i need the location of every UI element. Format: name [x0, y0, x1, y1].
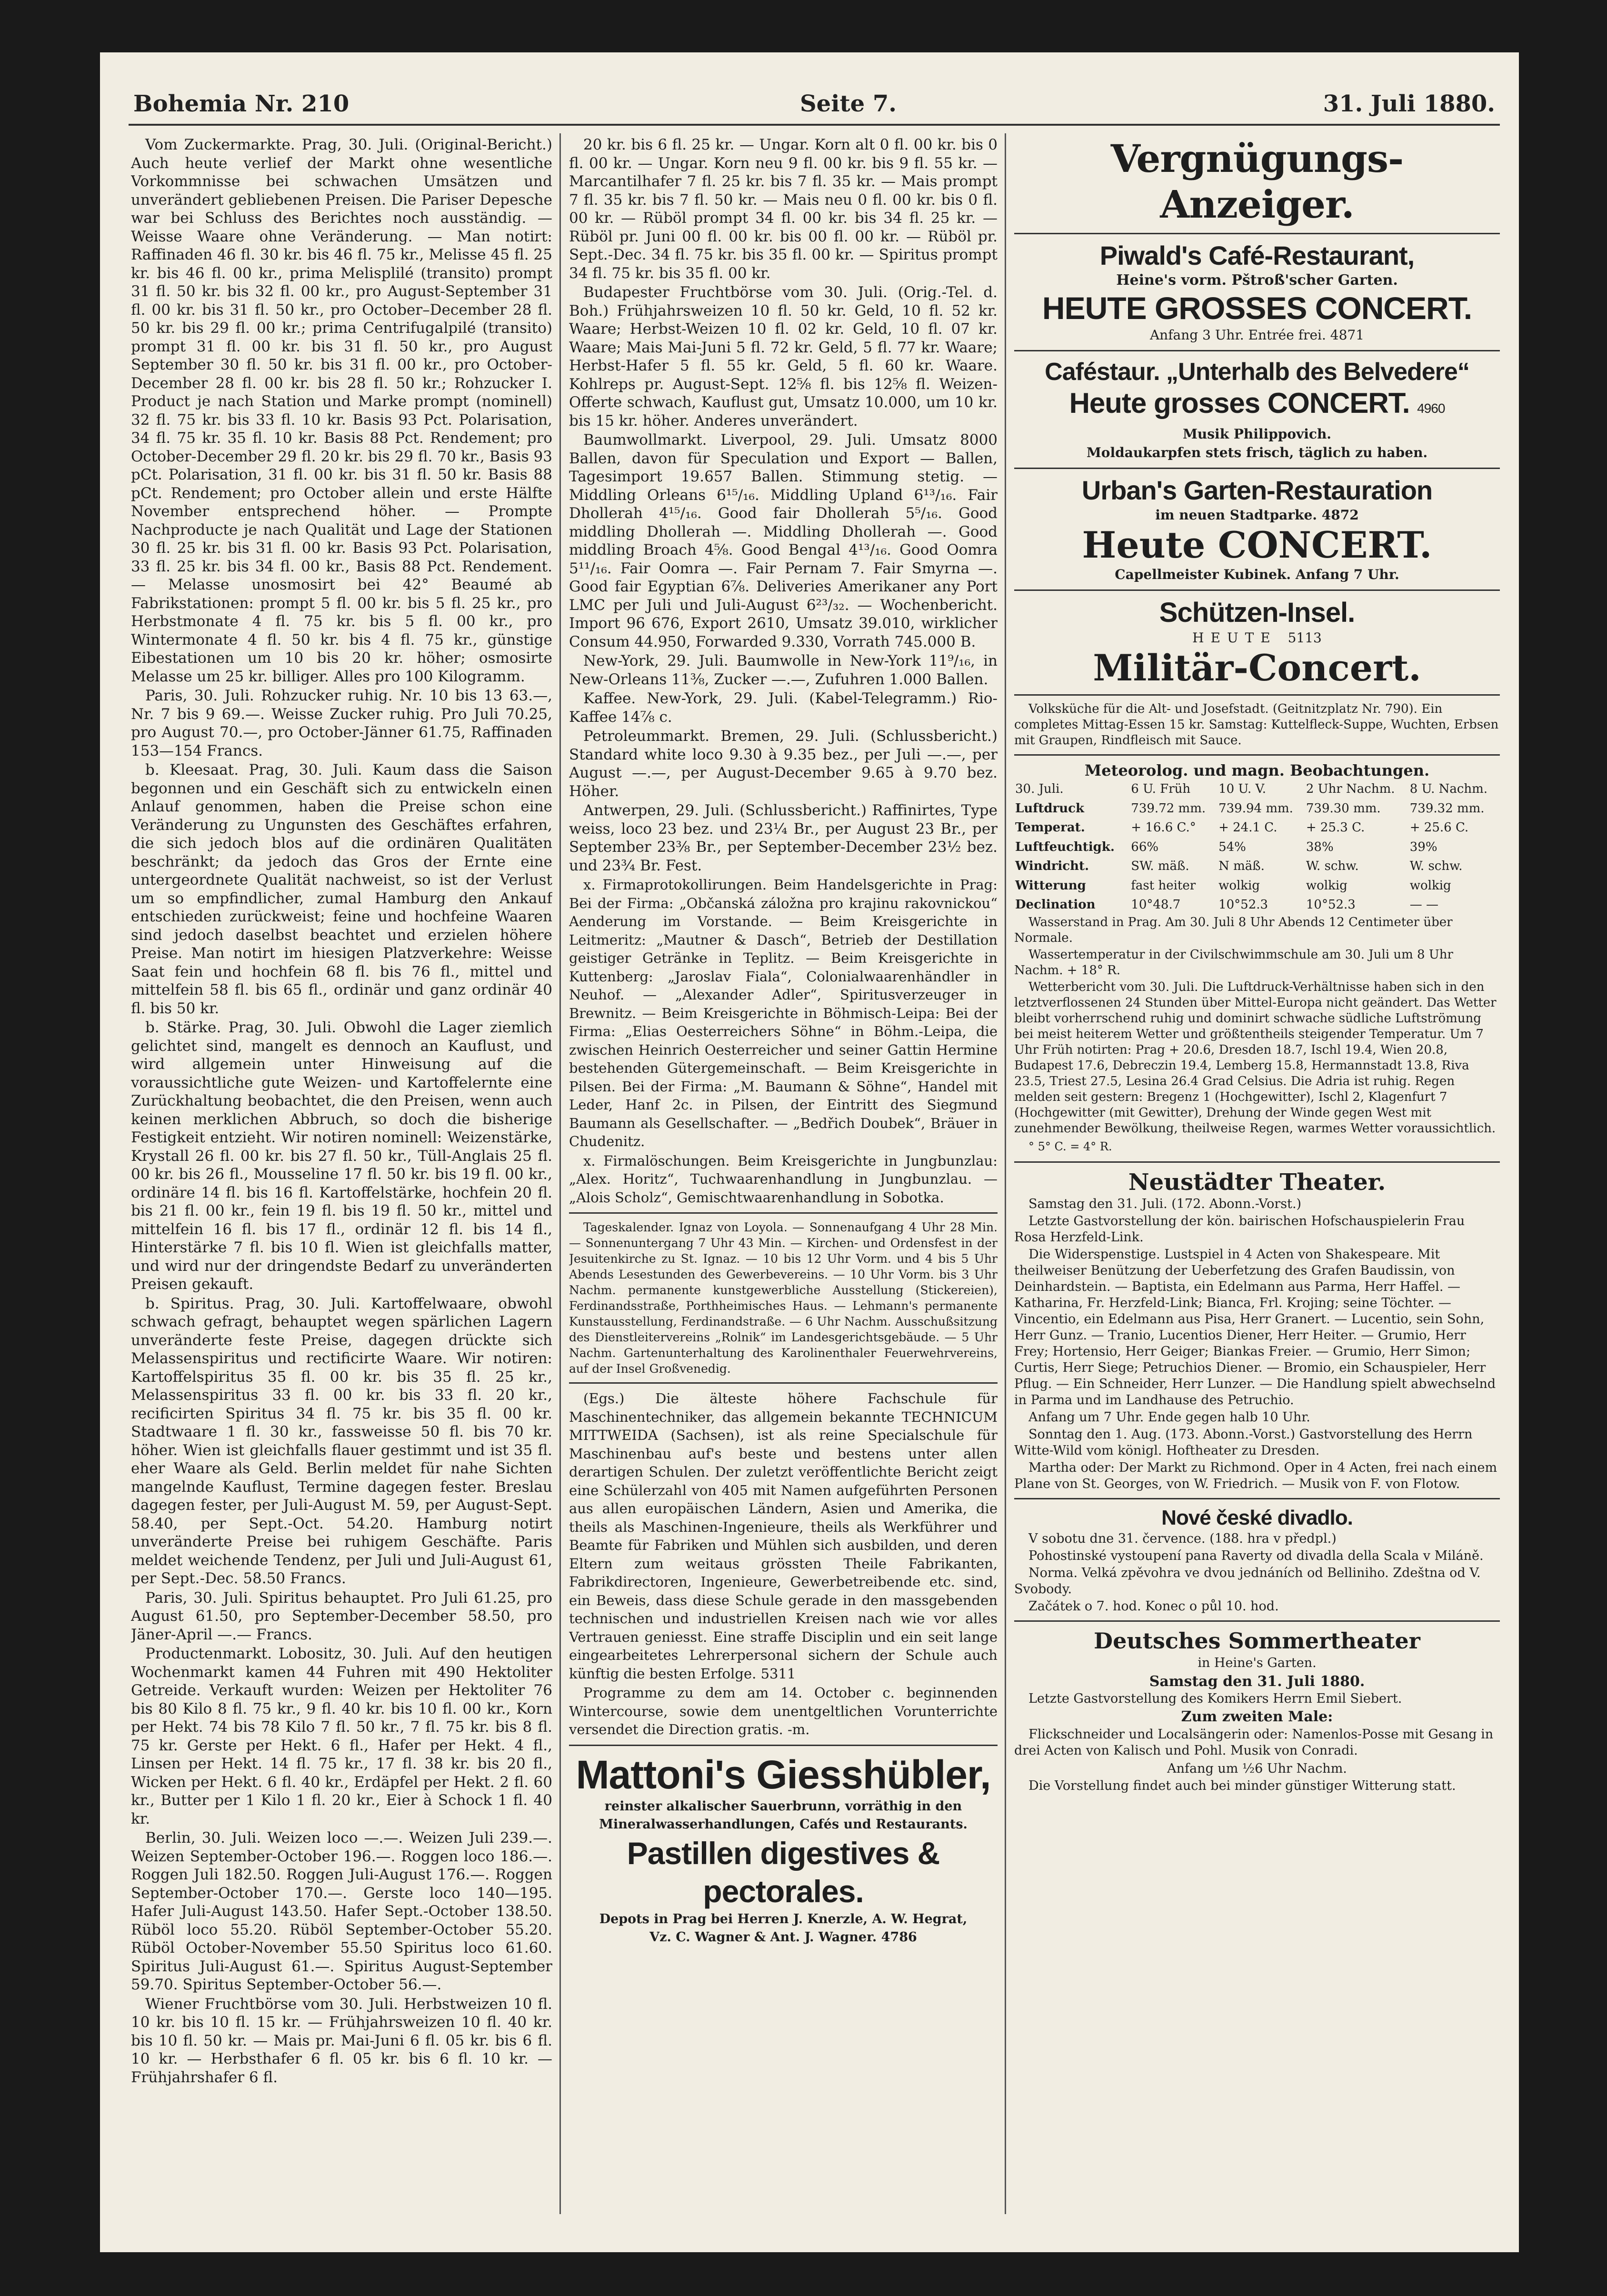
- school-notice-2: Programme zu dem am 14. October c. beginnenden Wintercourse, sowie dem unentgeltlichen Vorunterrichte versendet die Direction gratis. -m.: [569, 1685, 998, 1737]
- table-cell: fast heiter: [1131, 878, 1196, 893]
- market-report: Petroleummarkt. Bremen, 29. Juli. (Schlussbericht.) Standard white loco 9.30 à 9.35 bez., per Juli —.—, per August —.—, per August-December 9.65 à 9.70 bez. Höher.: [569, 728, 998, 800]
- urban-name: Urban's Garten-Restauration: [1081, 475, 1433, 505]
- firm-registrations: x. Firmaprotokollirungen. Beim Handelsgerichte in Prag: Bei der Firma: „Občanská záložna pro krajinu rakovnickou“ Aenderung im Vorstande. — Beim Kreisgerichte in Leitmeritz: „Mautner & Dasch“, Betrieb der Destillation geistiger Getränke in Teplitz. — Beim Kreisgerichte in Kuttenberg: „Jaroslav Fiala“, Colonialwaarenhändler in Neuhof. — „Alexander Adler“, Spiritusverzeuger in Brewnitz. — Beim Kreisgerichte in Böhmisch-Leipa: Bei der Firma: „Elias Oesterreichers Söhne“ in Böhm.-Leipa, die zwischen Heinrich Oesterreicher und seiner Gattin Hermine bestehenden Gütergemeinschaft. — Beim Kreisgerichte in Pilsen. Bei der Firma: „M. Baumann & Söhne“, Handel mit Leder, Hanf 2c. in Pilsen, der Eintritt des Siegmund Baumann als Gesellschafter. — „Bedřich Doubek“, Bräuer in Chudenitz.: [569, 877, 998, 1149]
- table-row: [1014, 779, 1500, 799]
- table-cell: wolkig: [1409, 878, 1451, 893]
- schuetzen-heute: HEUTE: [1192, 630, 1277, 646]
- divider: [1014, 350, 1500, 351]
- nove-title: Nové české divadlo.: [1161, 1506, 1353, 1529]
- sommer-play: Flickschneider und Localsängerin oder: Namenlos-Posse mit Gesang in drei Acten von Kalisch und Pohl. Musik von Conradi.: [1014, 1727, 1494, 1758]
- newspaper-page: [100, 52, 1519, 2252]
- urban-info: Capellmeister Kubinek. Anfang 7 Uhr.: [1115, 566, 1399, 582]
- column-markets-2: [569, 136, 998, 2214]
- table-row: [1014, 799, 1500, 819]
- table-cell: 6 U. Früh: [1131, 782, 1191, 796]
- table-cell: Witterung: [1015, 878, 1086, 893]
- urban-sub: im neuen Stadtparke. 4872: [1155, 507, 1359, 523]
- neustadt-date: Samstag den 31. Juli. (172. Abonn.-Vorst.): [1028, 1197, 1302, 1211]
- nove-date: V sobotu dne 31. července. (188. hra v předpl.): [1028, 1531, 1337, 1546]
- market-report: b. Kleesaat. Prag, 30. Juli. Kaum dass die Saison begonnen und ein Geschäft sich zu entwickeln einen Anlauf genommen, haben die Preise schon eine Veränderung zu Ungunsten des Geschäftes erfahren, die sich jedoch blos auf die ordinären Qualitäten beschränkt; da jedoch das Gros der Ernte eine untergeordnete Qualität nachweist, so ist der Verlust um so empfindlicher, zumal Hamburg den Ankauf entschieden zurückweist; feine und hochfeine Waaren sind jedoch daselbst beachtet und erzielen höhere Preise. Man notirt im hiesigen Platzverkehre: Weisse Saat fein und hochfein 68 fl. bis 76 fl., mittel und mittelfein 58 fl. bis 65 fl., ordinär und ganz ordinär 40 fl. bis 50 kr.: [131, 761, 552, 1017]
- column-divider: [559, 133, 561, 2214]
- market-report: Baumwollmarkt. Liverpool, 29. Juli. Umsatz 8000 Ballen, davon für Speculation und Export — Ballen, Tagesimport 19.657 Ballen. Stimmung stetig. — Middling Orleans 6¹⁵/₁₆. Middling Upland 6¹³/₁₆. Fair Dhollerah 4¹⁵/₁₆. Good fair Dhollerah 5⁵/₁₆. Good middling Dhollerah —. Middling Dhollerah —. Good middling Broach 4⅝. Good Bengal 4¹³/₁₆. Good Oomra 5¹¹/₁₆. Fair Oomra —. Fair Pernam 7. Fair Smyrna —. Good fair Egyptian 6⅞. Deliveries Amerikaner any Port LMC per Juli und Juli-August 6²³/₃₂. — Wochenbericht. Import 96 676, Export 2610, Umsatz 39.010, wirklicher Consum 44.950, Forwarded 9.330, Vorrath 745.000 B.: [569, 431, 998, 650]
- water-level: Wasserstand in Prag. Am 30. Juli 8 Uhr Abends 12 Centimeter über Normale.: [1014, 915, 1453, 945]
- weather-report: Wetterbericht vom 30. Juli. Die Luftdruck-Verhältnisse haben sich in den letztverflossenen 24 Stunden über Mittel-Europa nicht geändert. Das Wetter bleibt vorherrschend ruhig und dominirt schwache südliche Luftströmung bei meist heiterem Wetter und größtentheils steigender Temperatur. Um 7 Uhr Früh notirten: Prag + 20.6, Dresden 18.7, Ischl 19.4, Wien 20.8, Budapest 17.6, Debreczin 19.4, Lemberg 15.8, Hermannstadt 13.8, Riva 23.5, Triest 27.5, Lesina 26.4 Grad Celsius. Die Adria ist ruhig. Regen melden seit gestern: Bregenz 1 (Hochgewitter), Ischl 2, Klagenfurt 7 (Hochgewitter (mit Gewitter), Drehung der Winde gegen West mit zunehmender Bewölkung, theilweise Regen, warmes Wetter voraussichtlich.: [1014, 979, 1497, 1136]
- divider: [1014, 468, 1500, 469]
- market-report: Productenmarkt. Lobositz, 30. Juli. Auf den heutigen Wochenmarkt kamen 44 Fuhren mit 490 Hektoliter Getreide. Verkauft wurden: Weizen per Hektoliter 76 bis 80 Kilo 8 fl. 75 kr., 9 fl. 40 kr. bis 10 fl. 00 kr., Korn per Hekt. 74 bis 78 Kilo 7 fl. 50 kr., 7 fl. 75 kr. bis 8 fl. 75 kr. Gerste per Hekt. 6 fl., Hafer per Hekt. 4 fl., Linsen per Hekt. 14 fl. 75 kr., 17 fl. 38 kr. bis 20 fl., Wicken per Hekt. 6 fl. 40 kr., Erdäpfel per Hekt. 2 fl. 60 kr., Butter per 1 Kilo 1 fl. 20 kr., Eier à Schock 1 fl. 40 kr.: [131, 1645, 552, 1827]
- neustadt-play: Die Widerspenstige. Lustspiel in 4 Acten von Shakespeare. Mit theilweiser Benützung der Ueberfetzung des Grafen Baudissin, von Deinhardstein. — Baptista, ein Edelmann aus Parma, Herr Haffel. — Katharina, Fr. Herzfeld-Link; Bianca, Frl. Krojing; seine Töchter. — Vincentio, ein Edelmann aus Pisa, Herr Granert. — Lucentio, sein Sohn, Herr Gunz. — Tranio, Lucentios Diener, Herr Heiter. — Grumio, Herr Frey; Hortensio, Herr Geiger; Biankas Freier. — Grumio, Herr Simon; Curtis, Herr Siege; Petruchios Diener. — Bromio, ein Schauspieler, Herr Pflug. — Ein Schneider, Herr Lunzer. — Die Handlung spielt abwechselnd in Parma und im Landhause des Petruchio.: [1014, 1247, 1496, 1408]
- table-cell: SW. mäß.: [1131, 859, 1189, 873]
- table-cell: wolkig: [1306, 878, 1347, 893]
- belvedere-concert-text: Heute grosses CONCERT.: [1069, 387, 1410, 419]
- table-row: [1014, 857, 1500, 876]
- table-cell: W. schw.: [1409, 859, 1463, 873]
- table-cell: 8 U. Nachm.: [1409, 782, 1488, 796]
- market-report: 20 kr. bis 6 fl. 25 kr. — Ungar. Korn alt 0 fl. 00 kr. bis 0 fl. 00 kr. — Ungar. Korn neu 9 fl. 00 kr. bis 9 fl. 55 kr. — Marcantilhafer 7 fl. 25 kr. bis 7 fl. 35 kr. — Mais prompt 7 fl. 35 kr. bis 7 fl. 50 kr. — Mais neu 0 fl. 00 kr. bis 0 fl. 00 kr. — Rüböl prompt 34 fl. 00 kr. bis 34 fl. 25 kr. — Rüböl pr. Juni 00 fl. 00 kr. bis 00 fl. 00 kr. — Rüböl pr. Sept.-Dec. 34 fl. 75 kr. bis 35 fl. 00 kr. — Spiritus prompt 34 fl. 75 kr. bis 35 fl. 00 kr.: [569, 136, 998, 282]
- divider: [569, 1382, 998, 1384]
- market-report: Antwerpen, 29. Juli. (Schlussbericht.) Raffinirtes, Type weiss, loco 23 bez. und 23¼ Br., per August 23 Br., per September 23⅜ Br., per September-December 23½ bez. und 23¾ Br. Fest.: [569, 802, 998, 874]
- sommer-title: Deutsches Sommertheater: [1094, 1628, 1420, 1654]
- market-report: Wiener Fruchtbörse vom 30. Juli. Herbstweizen 10 fl. 10 kr. bis 10 fl. 15 kr. — Frühjahrsweizen 10 fl. 40 kr. bis 10 fl. 50 kr. — Mais pr. Mai-Juni 6 fl. 05 kr. bis 6 fl. 10 kr. — Herbsthafer 6 fl. 05 kr. bis 6 fl. 10 kr. — Frühjahrshafer 6 fl.: [131, 1995, 552, 2086]
- mattoni-ad: [569, 1752, 998, 1947]
- table-cell: 739.30 mm.: [1306, 801, 1381, 816]
- water-temperature: Wassertemperatur in der Civilschwimmschule am 30. Juli um 8 Uhr Nachm. + 18° R.: [1014, 947, 1453, 978]
- market-report: Paris, 30. Juli. Rohzucker ruhig. Nr. 10 bis 13 63.—, Nr. 7 bis 9 69.—. Weisse Zucker ruhig. Pro Juli 70.25, pro August 70.—, pro October-Jänner 61.75, Raffinaden 153—154 Francs.: [131, 687, 552, 759]
- sommer-date: Samstag den 31. Juli 1880.: [1149, 1673, 1365, 1690]
- table-cell: Luftdruck: [1015, 801, 1085, 816]
- volkskueche: Volksküche für die Alt- und Josefstadt. (Geitnitzplatz Nr. 790). Ein completes Mittag-Essen 15 kr. Samstag: Kuttelfleck-Suppe, Wuchten, Erbsen mit Graupen, Rindfleisch mit Sauce.: [1014, 701, 1499, 748]
- belvedere-concert: [1014, 387, 1500, 425]
- table-cell: Luftfeuchtigk.: [1015, 839, 1115, 854]
- market-report: b. Spiritus. Prag, 30. Juli. Kartoffelwaare, obwohl schwach gefragt, behauptet wegen spärlichen Lagern unveränderte feste Preise, dagegen drückte sich Melassenspiritus und rectificirte Waare. Wir notiren: Kartoffelspiritus 35 fl. 00 kr. bis 35 fl. 25 kr., Melassenspiritus 33 fl. 00 kr. bis 33 fl. 20 kr., recificirten Spiritus 34 fl. 75 kr. bis 35 fl. 00 kr. Stadtwaare 1 fl. 30 kr., fassweisse 50 fl. bis 70 kr. höher. Wien ist gleichfalls flauer gestimmt und ist 35 fl. eher Waare als Geld. Berlin meldet für nahe Sichten mangelnde Kauflust, Termine dagegen fester. Breslau dagegen fester, per Juli-August M. 59, per August-Sept. 58.40, per Sept.-Oct. 54.20. Hamburg notirt unveränderte Preise bei ruhigem Geschäfte. Paris meldet weichende Tendenz, per Juli und Juli-August 61, per Sept.-Dec. 58.50 Francs.: [131, 1295, 552, 1587]
- table-cell: + 25.3 C.: [1306, 820, 1365, 835]
- table-row: [1014, 895, 1500, 915]
- mattoni-title-2: Pastillen digestives & pectorales.: [627, 1835, 940, 1909]
- column-markets-1: [131, 136, 552, 2214]
- table-cell: N mäß.: [1218, 859, 1265, 873]
- schuetzen-number: 5113: [1288, 630, 1322, 646]
- table-cell: 10°52.3: [1218, 898, 1268, 912]
- table-cell: 739.94 mm.: [1218, 801, 1293, 816]
- market-report: Berlin, 30. Juli. Weizen loco —.—. Weizen Juli 239.—. Weizen September-October 196.—. Roggen loco 186.—. Roggen Juli 182.50. Roggen Juli-August 176.—. Roggen September-October 170.—. Gerste loco 140—195. Hafer Juli-August 143.50. Hafer Sept.-October 138.50. Rüböl loco 55.20. Rüböl September-October 55.20. Rüböl October-November 55.50 Spiritus loco 61.60. Spiritus Juli-August 61.—. Spiritus August-September 59.70. Spiritus September-October 56.—.: [131, 1829, 552, 1993]
- divider: [1014, 694, 1500, 696]
- temperature-footnote: ° 5° C. = 4° R.: [1028, 1139, 1112, 1153]
- schuetzen-concert: Militär-Concert.: [1093, 646, 1421, 689]
- mattoni-depots-2: Vz. C. Wagner & Ant. J. Wagner. 4786: [649, 1930, 917, 1945]
- divider: [1014, 233, 1500, 234]
- neustadt-title: Neustädter Theater.: [1128, 1169, 1386, 1196]
- sommer-second: Zum zweiten Male:: [1181, 1708, 1333, 1725]
- neustadt-sunday: Sonntag den 1. Aug. (173. Abonn.-Vorst.) Gastvorstellung des Herrn Witte-Wild vom königl. Hoftheater zu Dresden.: [1014, 1427, 1473, 1458]
- neustadt-guest: Letzte Gastvorstellung der kön. bairischen Hofschauspielerin Frau Rosa Herzfeld-Link.: [1014, 1214, 1465, 1245]
- divider: [1014, 1620, 1500, 1622]
- belvedere-music: Musik Philippovich.: [1182, 426, 1332, 442]
- table-cell: 2 Uhr Nachm.: [1306, 782, 1395, 796]
- market-report: b. Stärke. Prag, 30. Juli. Obwohl die Lager ziemlich gelichtet sind, mangelt es dennoch an Kauflust, und wird allgemein unter Hinweisung auf die voraussichtliche gute Weizen- und Kartoffelernte eine Zurückhaltung beobachtet, die den Preisen, wenn auch keinen merklichen Abbruch, so doch die bisherige Festigkeit entzieht. Wir notiren nominell: Weizenstärke, Krystall 26 fl. 00 kr. bis 27 fl. 50 kr., Tüll-Anglais 25 fl. 00 kr. bis 26 fl., Mousseline 17 fl. 50 kr. bis 19 fl. 00 kr., ordinäre 14 fl. bis 16 fl. Kartoffelstärke, hochfein 20 fl. bis 21 fl. 00 kr., fein 19 fl. bis 19 fl. 50 kr., mittel und mittelfein 16 fl. bis 17 fl., ordinär 12 fl. bis 14 fl., Hinterstärke 7 fl. bis 10 fl. Wien ist gleichfalls matter, und wird nur der dringendste Bedarf zu unveränderten Preisen gekauft.: [131, 1019, 552, 1293]
- section-title: Vergnügungs-Anzeiger.: [1110, 136, 1404, 227]
- table-row: [1014, 876, 1500, 896]
- table-cell: W. schw.: [1306, 859, 1359, 873]
- table-cell: 54%: [1218, 839, 1246, 854]
- table-cell: 10°48.7: [1131, 898, 1181, 912]
- schuetzen-heute-line: [1014, 629, 1500, 648]
- market-report: Budapester Fruchtbörse vom 30. Juli. (Orig.-Tel. d. Boh.) Frühjahrsweizen 10 fl. 50 kr. Geld, 10 fl. 52 kr. Waare; Herbst-Weizen 10 fl. 02 kr. Geld, 10 fl. 07 kr. Waare; Mais Mai-Juni 5 fl. 72 kr. Geld, 5 fl. 77 kr. Waare; Herbst-Hafer 5 fl. 55 kr. Geld, 5 fl. 60 kr. Waare. Kohlreps pr. August-Sept. 12⅝ fl. bis 12⅝ fl. Weizen-Offerte schwach, Kauflust gut, Umsatz 10.000, um 10 kr. bis 15 kr. höher. Anderes unverändert.: [569, 284, 998, 429]
- market-report: Paris, 30. Juli. Spiritus behauptet. Pro Juli 61.25, pro August 61.50, pro September-December 58.50, pro Jäner-April —.— Francs.: [131, 1589, 552, 1643]
- firm-deletions: x. Firmalöschungen. Beim Kreisgerichte in Jungbunzlau: „Alex. Horitz“, Tuchwaarenhandlung in Jungbunzlau. — „Alois Scholz“, Gemischtwaarenhandlung in Sobotka.: [569, 1152, 998, 1206]
- belvedere-name: Caféstaur. „Unterhalb des Belvedere“: [1045, 358, 1469, 386]
- table-row: [1014, 818, 1500, 838]
- piwald-info: Anfang 3 Uhr. Entrée frei. 4871: [1149, 327, 1365, 343]
- sommer-guest: Letzte Gastvorstellung des Komikers Herrn Emil Siebert.: [1028, 1691, 1402, 1706]
- column-divider: [1005, 133, 1006, 2214]
- table-cell: 39%: [1409, 839, 1437, 854]
- market-report: Vom Zuckermarkte. Prag, 30. Juli. (Original-Bericht.) Auch heute verlief der Markt ohne wesentliche Vorkommnisse bei schwachen Umsätzen und unverändert gebliebenen Preisen. Die Pariser Depesche war bei Schluss des Berichtes noch ausständig. — Weisse Waare ohne Veränderung. — Man notirt: Raffinaden 46 fl. 30 kr. bis 46 fl. 75 kr., Melisse 45 fl. 25 kr. bis 46 fl. 00 kr., prima Melisplilé (transito) prompt 31 fl. 50 kr. bis 32 fl. 00 kr., pro August-September 31 fl. 00 kr. bis 31 fl. 50 kr., pro October–December 28 fl. 50 kr. bis 29 fl. 00 kr.; prima Centrifugalpilé (transito) prompt 31 fl. 00 kr. bis 31 fl. 50 kr., pro August September 30 fl. 50 kr. bis 31 fl. 00 kr., pro October-December 28 fl. 00 kr. bis 28 fl. 50 kr.; Rohzucker I. Product je nach Station und Marke prompt (nominell) 32 fl. 75 kr. bis 33 fl. 10 kr. Basis 93 Pct. Polarisation, 34 fl. 75 kr. 35 fl. 10 kr. Basis 88 Pct. Rendement; pro October-December 29 fl. 20 kr. bis 29 fl. 70 kr., Basis 93 pCt. Polarisation, 31 fl. 00 kr. bis 31 fl. 50 kr. Basis 88 pCt. Rendement; pro October allein und erste Hälfte November entsprechend höher. — Prompte Nachproducte je nach Qualität und Lage der Stationen 30 fl. 25 kr. bis 31 fl. 00 kr. Basis 93 Pct. Polarisation, 33 fl. 25 kr. bis 34 fl. 00 kr., Basis 88 Pct. Rendement. — Melasse unosmosirt bei 42° Beaumé ab Fabrikstationen: prompt 5 fl. 00 kr. bis 5 fl. 25 kr., pro Herbstmonate 4 fl. 75 kr. bis 5 fl. 00 kr., pro Wintermonate 4 fl. 50 kr. bis 4 fl. 75 kr., günstige Eibestationen um 10 bis 20 kr. höher; osmosirte Melasse um 25 kr. billiger. Alles pro 100 Kilogramm.: [131, 136, 552, 685]
- meteo-table: [1014, 779, 1500, 915]
- table-cell: 739.72 mm.: [1131, 801, 1206, 816]
- mattoni-title: Mattoni's Giesshübler,: [576, 1752, 991, 1797]
- urban-concert: Heute CONCERT.: [1082, 523, 1432, 566]
- table-cell: + 25.6 C.: [1409, 820, 1469, 835]
- divider: [1014, 1161, 1500, 1163]
- divider: [569, 1745, 998, 1746]
- table-cell: 10°52.3: [1306, 898, 1356, 912]
- table-cell: + 16.6 C.°: [1131, 820, 1196, 835]
- neustadt-opera: Martha oder: Der Markt zu Richmond. Oper in 4 Acten, frei nach einem Plane von St. Georges, von W. Friedrich. — Musik von F. von Flotow.: [1014, 1460, 1497, 1491]
- table-cell: wolkig: [1218, 878, 1260, 893]
- belvedere-fish: Moldaukarpfen stets frisch, täglich zu haben.: [1086, 444, 1428, 460]
- column-entertainment: [1014, 136, 1500, 2214]
- day-calendar: Tageskalender. Ignaz von Loyola. — Sonnenaufgang 4 Uhr 28 Min. — Sonnenuntergang 7 Uhr 43 Min. — Kirchen- und Ordensfest in der Jesuitenkirche zu St. Ignaz. — 10 bis 12 Uhr Vorm. und 4 bis 5 Uhr Abends Lesestunden des Gewerbevereins. — 10 Uhr Vorm. bis 3 Uhr Nachm. permanente kunstgewerbliche Ausstellung (Stickereien), Ferdinandsstraße, Porthheimisches Haus. — Lehmann's permanente Kunstausstellung, Ferdinandstraße. — 6 Uhr Nachm. Ausschußsitzung des Dienstleitervereins „Rolnik“ im Landesgerichtsgebäude. — 5 Uhr Nachm. Gartenunterhaltung des Karolinenthaler Feuerwehrvereins, auf der Insel Großvenedig.: [569, 1220, 998, 1376]
- nove-guest: Pohostinské vystoupení pana Raverty od divadla della Scala v Miláně.: [1028, 1548, 1484, 1563]
- meteo-title: Meteorolog. und magn. Beobachtungen.: [1084, 761, 1430, 779]
- market-report: Kaffee. New-York, 29. Juli. (Kabel-Telegramm.) Rio-Kaffee 14⅞ c.: [569, 690, 998, 726]
- table-cell: + 24.1 C.: [1218, 820, 1278, 835]
- header-date: 31. Juli 1880.: [1323, 90, 1495, 117]
- neustadt-times: Anfang um 7 Uhr. Ende gegen halb 10 Uhr.: [1028, 1410, 1310, 1425]
- mattoni-depots: Depots in Prag bei Herren J. Knerzle, A. W. Hegrat,: [599, 1911, 968, 1927]
- divider: [1014, 1498, 1500, 1499]
- schuetzen-name: Schützen-Insel.: [1159, 597, 1355, 628]
- header-issue: Bohemia Nr. 210: [133, 90, 349, 117]
- table-cell: 38%: [1306, 839, 1334, 854]
- sommer-weather-note: Die Vorstellung findet auch bei minder günstiger Witterung statt.: [1028, 1778, 1456, 1793]
- table-cell: 739.32 mm.: [1409, 801, 1485, 816]
- belvedere-number: 4960: [1417, 401, 1445, 416]
- market-report: New-York, 29. Juli. Baumwolle in New-York 11⁹/₁₆, in New-Orleans 11⅜, Zucker —.—, Zufuhren 1.000 Ballen.: [569, 652, 998, 688]
- sommer-start: Anfang um ½6 Uhr Nachm.: [1167, 1761, 1347, 1776]
- table-cell: Windricht.: [1015, 859, 1089, 873]
- school-notice: (Egs.) Die älteste höhere Fachschule für Maschinentechniker, das allgemein bekannte TECHNICUM MITTWEIDA (Sachsen), ist als reine Specialschule für Maschinenbau auf's beste und bestens unter allen derartigen Schulen. Der zuletzt veröffentlichte Bericht zeigt eine Schülerzahl von 405 mit Namen aufgeführten Personen aus allen europäischen Ländern, Asien und Amerika, die theils als Maschinen-Ingenieure, theils als Werkführer und Beamte für Fabriken und Mühlen sich ausbilden, und deren Eltern zum weitaus grössten Theile Fabrikanten, Fabrikdirectoren, Ingenieure, Gewerbetreibende etc. sind, ein Beweis, dass diese Schule gerade in den massgebenden technischen und industriellen Kreisen nach wie vor alles Vertrauen geniesst. Eine straffe Disciplin und ein seit lange eingearbeitetes Lehrerpersonal sichern der Schule auch künftig die besten Erfolge. 5311: [569, 1390, 998, 1682]
- table-cell: 66%: [1131, 839, 1159, 854]
- table-cell: 10 U. V.: [1218, 782, 1266, 796]
- divider: [569, 1212, 998, 1214]
- nove-times: Začátek o 7. hod. Konec o půl 10. hod.: [1028, 1599, 1279, 1614]
- piwald-concert: HEUTE GROSSES CONCERT.: [1042, 290, 1472, 326]
- divider: [1014, 754, 1500, 756]
- divider: [1014, 589, 1500, 591]
- piwald-sub: Heine's vorm. Pštroß'scher Garten.: [1116, 272, 1398, 289]
- sommer-place: in Heine's Garten.: [1198, 1656, 1317, 1670]
- table-cell: 30. Juli.: [1015, 782, 1064, 796]
- nove-opera: Norma. Velká zpěvohra ve dvou jednáních od Belliniho. Zdeštna od V. Svobody.: [1014, 1566, 1481, 1597]
- table-row: [1014, 838, 1500, 857]
- mattoni-line: reinster alkalischer Sauerbrunn, vorräthig in den Mineralwasserhandlungen, Cafés und Restaurants.: [599, 1798, 968, 1832]
- piwald-name: Piwald's Café-Restaurant,: [1099, 240, 1415, 270]
- header-page: Seite 7.: [800, 90, 897, 117]
- table-cell: Declination: [1015, 898, 1096, 912]
- header-rule: [129, 124, 1500, 126]
- table-cell: — —: [1409, 898, 1438, 912]
- table-cell: Temperat.: [1015, 820, 1085, 835]
